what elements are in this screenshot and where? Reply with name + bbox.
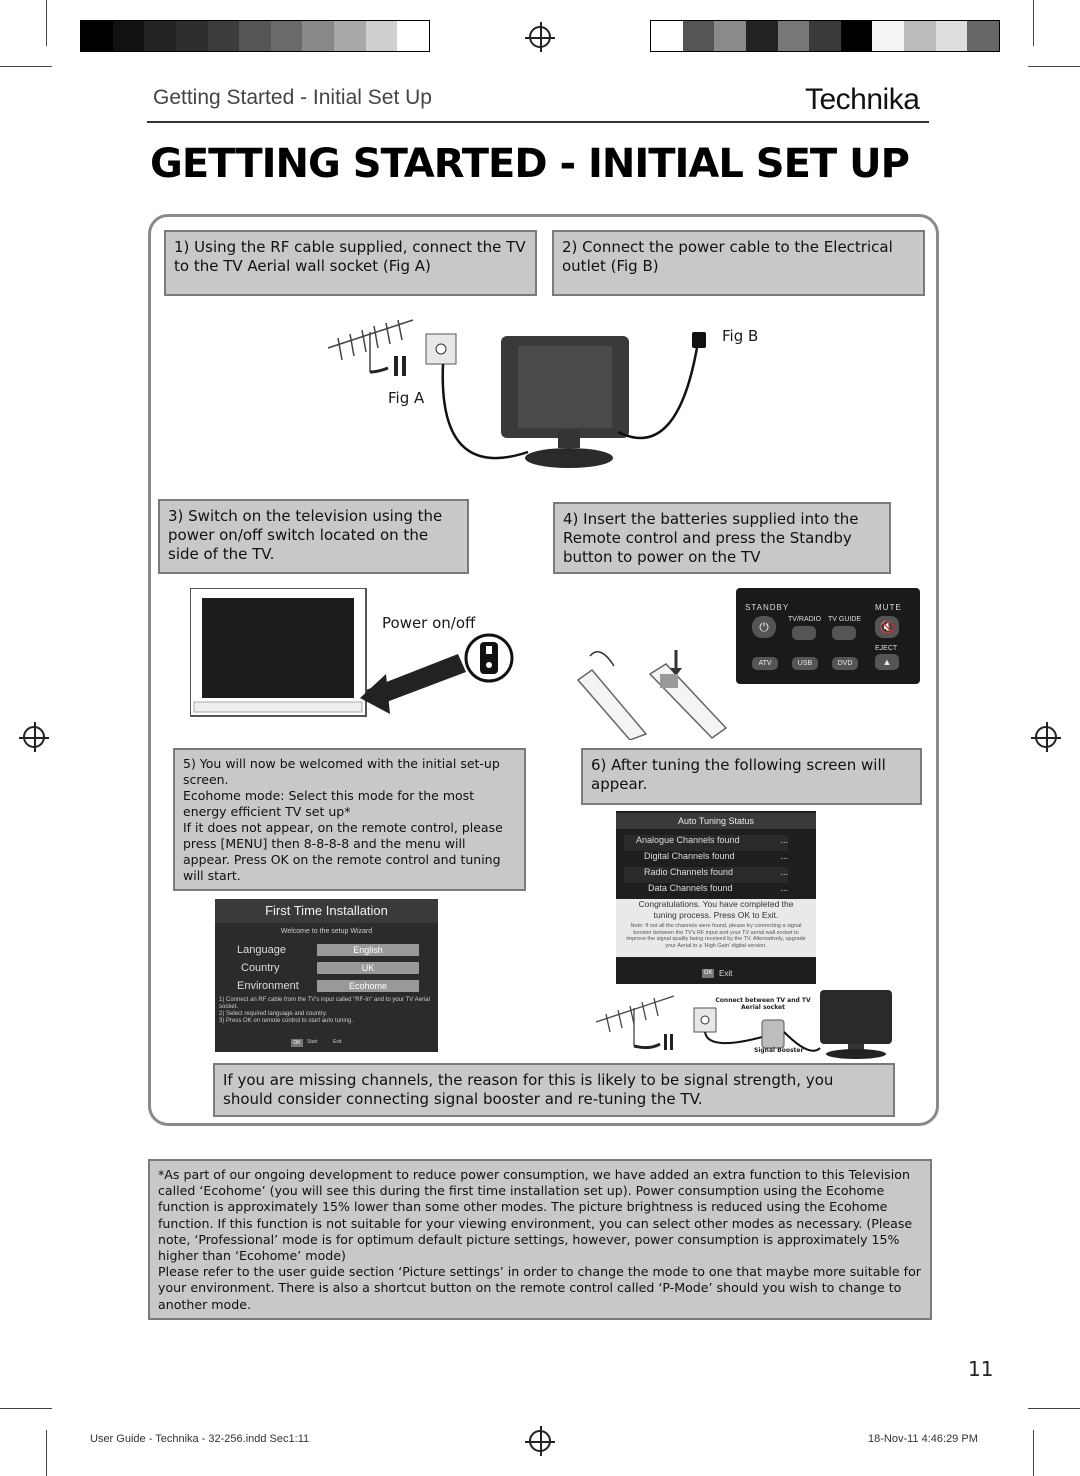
registration-mark-icon	[529, 1430, 551, 1452]
tv-radio-label: TV/RADIO	[788, 616, 822, 623]
tuning-row	[624, 835, 788, 851]
step-2-box: 2) Connect the power cable to the Electrical outlet (Fig B)	[552, 230, 925, 296]
step-5-line-2: Ecohome mode: Select this mode for the most energy efficient TV set up*	[183, 788, 475, 819]
crop-mark	[0, 1408, 52, 1409]
registration-mark-icon	[23, 726, 45, 748]
crop-mark	[46, 0, 47, 46]
step-3-box: 3) Switch on the television using the power on/off switch located on the side of the TV.	[158, 499, 469, 574]
tuning-row-value: ...	[780, 835, 788, 845]
tuning-row	[624, 851, 788, 867]
dvd-button[interactable]: DVD	[832, 657, 858, 670]
tuning-message-area	[616, 899, 816, 957]
ecohome-footnote	[148, 1159, 932, 1320]
fig-a-label: Fig A	[388, 389, 425, 407]
registration-mark-icon	[529, 26, 551, 48]
file-slug: User Guide - Technika - 32-256.indd Sec1:11	[90, 1433, 310, 1445]
footnote-paragraph-1: *As part of our ongoing development to reduce power consumption, we have added an extra function to this Television called ‘Ecohome’ (you will see this during the first time installation set up). Power consumption using the Ecohome function is approximately 15% lower than some other modes. The picture brightness is reduced using the Ecohome function. If this function is not suitable for your viewing environment, you can select other modes as necessary. (Please note, ‘Professional’ mode is for optimum default picture settings, however, power consumption is approximately 15% higher than ‘Ecohome’ mode)	[158, 1167, 913, 1264]
step-1-box: 1) Using the RF cable supplied, connect the TV to the TV Aerial wall socket (Fig A)	[164, 230, 537, 296]
exit-hint: Exit	[333, 1039, 342, 1045]
page-number: 11	[968, 1357, 994, 1381]
installation-notes	[219, 997, 433, 1025]
tuning-row-label: Radio Channels found	[644, 867, 734, 877]
first-time-installation-screen	[215, 899, 438, 1052]
grayscale-strip-right	[650, 20, 1000, 52]
header-rule	[147, 121, 929, 123]
tv-guide-button[interactable]	[832, 626, 856, 640]
tuning-row-label: Digital Channels found	[644, 851, 735, 861]
tuning-rows	[624, 835, 788, 899]
grayscale-strip-left	[80, 20, 430, 52]
tv-radio-button[interactable]	[792, 626, 816, 640]
installation-note-1: 1) Connect an RF cable from the TV's input called "RF-In" and to your TV Aerial socket.	[219, 997, 430, 1010]
environment-label: Environment	[237, 980, 299, 992]
welcome-text: Welcome to the setup Wizard	[280, 928, 373, 935]
country-label: Country	[241, 962, 280, 974]
language-value[interactable]: English	[317, 944, 419, 956]
language-label: Language	[237, 944, 286, 956]
exit-hint[interactable]: Exit	[719, 969, 733, 978]
ok-key: OK	[291, 1039, 303, 1047]
auto-tuning-screen	[616, 811, 816, 984]
crop-mark	[1033, 1430, 1034, 1476]
footnote-paragraph-2: Please refer to the user guide section ‘Picture settings’ in order to change the mode to one that maybe more suitable for your environment. There is also a shortcut button on the remote control called ‘P-Mode’ should you wish to change to another mode.	[158, 1264, 921, 1312]
tuning-row	[624, 883, 788, 899]
installation-title: First Time Installation	[215, 899, 438, 923]
brand-logo: Technika	[805, 83, 920, 116]
crop-mark	[46, 1430, 47, 1476]
mute-label: MUTE	[875, 603, 902, 612]
installation-note-3: 3) Press OK on remote control to start auto tuning.	[219, 1018, 354, 1024]
crop-mark	[1028, 1408, 1080, 1409]
tuning-row-value: ...	[780, 883, 788, 893]
environment-value[interactable]: Ecohome	[317, 980, 419, 992]
congratulations-text: Congratulations. You have completed the tuning process. Press OK to Exit.	[638, 899, 794, 920]
tuning-row-label: Data Channels found	[648, 883, 733, 893]
eject-label: EJECT	[875, 645, 898, 652]
registration-mark-icon	[1035, 726, 1057, 748]
remote-control-panel	[736, 588, 920, 684]
tv-guide-label: TV GUIDE	[828, 616, 862, 623]
crop-mark	[1028, 66, 1080, 67]
tv-connection-illustration	[318, 312, 738, 477]
eject-button[interactable]: ▲	[875, 654, 899, 670]
step-5-box	[173, 748, 526, 891]
signal-booster-label: Signal Booster	[754, 1047, 804, 1054]
atv-button[interactable]: ATV	[752, 657, 778, 670]
auto-tuning-title: Auto Tuning Status	[616, 813, 816, 829]
step-6-box: 6) After tuning the following screen will appear.	[581, 748, 922, 805]
power-switch-icon	[463, 632, 515, 684]
page-title: GETTING STARTED - INITIAL SET UP	[150, 141, 909, 187]
mute-button[interactable]: 🔇	[875, 616, 899, 638]
tuning-row-value: ...	[780, 867, 788, 877]
usb-button[interactable]: USB	[792, 657, 818, 670]
step-5-line-3: If it does not appear, on the remote control, please press [MENU] then 8-8-8-8 and the menu will appear. Press OK on the remote control and tuning will start.	[183, 820, 503, 883]
step-4-box: 4) Insert the batteries supplied into the Remote control and press the Standby button to power on the TV	[553, 502, 891, 574]
missing-channels-box: If you are missing channels, the reason for this is likely to be signal strength, you should consider connecting signal booster and re-tuning the TV.	[213, 1063, 895, 1117]
tuning-row	[624, 867, 788, 883]
standby-button[interactable]: ⏻	[752, 616, 776, 638]
installation-note-2: 2) Select required language and country.	[219, 1011, 327, 1017]
crop-mark	[1033, 0, 1034, 46]
section-title: Getting Started - Initial Set Up	[153, 86, 432, 109]
remote-batteries-illustration	[570, 640, 730, 740]
start-hint: Start	[307, 1039, 318, 1045]
fig-b-label: Fig B	[722, 327, 759, 345]
date-slug: 18-Nov-11 4:46:29 PM	[868, 1433, 978, 1445]
power-label: Power on/off	[382, 614, 476, 632]
tuning-row-label: Analogue Channels found	[636, 835, 740, 845]
tuning-note: Note: If not all the channels were found, please try connecting a signal booster between the TV's RF input and your TV aerial wall socket to improve the signal quality being received by the TV. Alternatively, upgrade your Aerial to a 'High Gain' digital version.	[626, 923, 806, 949]
booster-connect-label: Connect between TV and TV Aerial socket	[715, 997, 811, 1011]
step-5-line-1: 5) You will now be welcomed with the initial set-up screen.	[183, 756, 500, 787]
standby-label: STANDBY	[745, 603, 790, 612]
ok-key: OK	[703, 970, 713, 976]
country-value[interactable]: UK	[317, 962, 419, 974]
crop-mark	[0, 66, 52, 67]
tuning-row-value: ...	[780, 851, 788, 861]
